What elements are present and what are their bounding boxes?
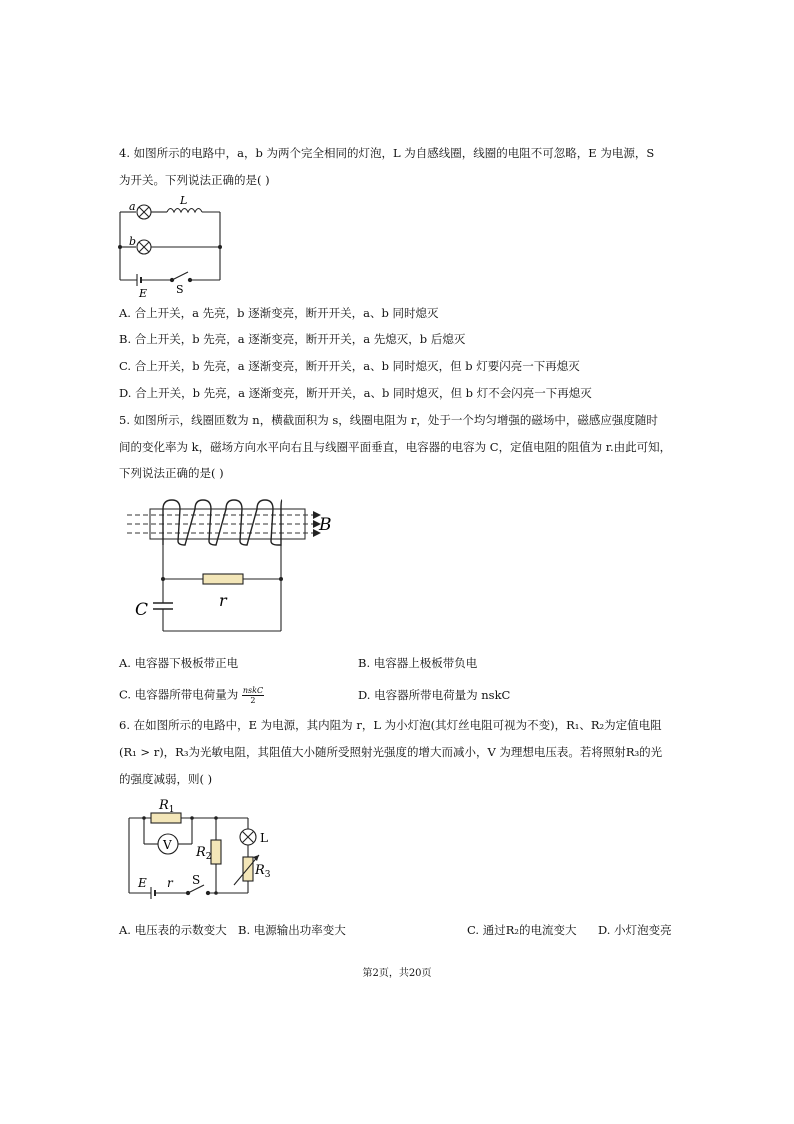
q4-label-S: S [176, 283, 184, 296]
q6-stem-line2: (R₁ > r)，R₃为光敏电阻，其阻值大小随所受照射光强度的增大而减小，V 为理想电压表。若将照射R₃的光 [119, 745, 663, 759]
q4-option-d: D. 合上开关，b 先亮，a 逐渐变亮，断开开关，a、b 同时熄灭，但 b 灯不会闪亮一下再熄灭 [119, 386, 592, 400]
q5-option-c [119, 686, 264, 705]
svg-text:R3 [254, 863, 271, 880]
q6-option-a: A. 电压表的示数变大 [119, 923, 227, 937]
q6-label-S: S [192, 873, 201, 887]
q6-stem-line3: 的强度减弱，则( ) [119, 772, 213, 786]
q6-label-R3-sub: 3 [264, 870, 271, 880]
q5-stem-line1: 5. 如图所示，线圈匝数为 n，横截面积为 s，线圈电阻为 r，处于一个均匀增强的磁场中，磁感应强度随时 [119, 413, 658, 427]
q5-stem-line3: 下列说法正确的是( ) [119, 466, 224, 480]
q6-label-R3: R [255, 863, 265, 878]
q4-option-c: C. 合上开关，b 先亮，a 逐渐变亮，断开开关，a、b 同时熄灭，但 b 灯要闪亮一下再熄灭 [119, 359, 580, 373]
q6-label-L: L [260, 831, 268, 845]
q5-option-a: A. 电容器下极板带正电 [119, 656, 239, 670]
page-footer: 第2页，共20页 [362, 968, 432, 979]
q6-label-E: E [138, 876, 147, 890]
q6-label-V: V [163, 838, 172, 852]
q5-option-c-fraction [242, 686, 264, 705]
q5-label-B: B [319, 515, 332, 535]
q4-label-L: L [180, 194, 188, 207]
q5-label-r: r [219, 591, 227, 610]
q6-label-R1: R [159, 798, 169, 813]
q6-circuit-figure [124, 795, 284, 905]
q4-circuit-figure [115, 194, 227, 300]
q6-stem-line1: 6. 在如图所示的电路中，E 为电源，其内阻为 r，L 为小灯泡(其灯丝电阻可视为不变)，R₁、R₂为定值电阻 [119, 718, 662, 732]
q4-option-a: A. 合上开关，a 先亮，b 逐渐变亮，断开开关，a、b 同时熄灭 [119, 306, 439, 320]
q5-label-C: C [135, 600, 149, 620]
q6-label-r: r [167, 876, 173, 890]
q5-coil-circuit-figure [125, 495, 345, 640]
q4-label-b: b [129, 235, 137, 248]
q6-option-b: B. 电源输出功率变大 [238, 923, 346, 937]
q4-option-b: B. 合上开关，b 先亮，a 逐渐变亮，断开开关，a 先熄灭，b 后熄灭 [119, 332, 466, 346]
q5-stem-line2: 间的变化率为 k，磁场方向水平向右且与线圈平面垂直，电容器的电容为 C，定值电阻的阻值为 r.由此可知， [119, 440, 672, 454]
q5-option-d: D. 电容器所带电荷量为 nskC [358, 688, 511, 702]
q4-stem-line1: 4. 如图所示的电路中，a，b 为两个完全相同的灯泡，L 为自感线圈，线圈的电阻不可忽略，E 为电源，S [119, 146, 655, 160]
q4-label-a: a [129, 200, 136, 213]
q6-label-R1-sub: 1 [168, 805, 175, 815]
q5-option-c-text: C. 电容器所带电荷量为 [119, 687, 239, 702]
svg-text:R2 [195, 845, 212, 862]
q5-option-b: B. 电容器上极板带负电 [358, 656, 478, 670]
q6-label-R2: R [196, 845, 206, 860]
q4-label-E: E [139, 287, 148, 300]
q6-option-d: D. 小灯泡变亮 [598, 923, 672, 937]
q6-label-R2-sub: 2 [205, 852, 212, 862]
q5-option-c-denominator: 2 [250, 696, 256, 705]
q4-stem-line2: 为开关。下列说法正确的是( ) [119, 173, 270, 187]
q5-option-c-numerator: nskC [242, 686, 264, 695]
q6-option-c: C. 通过R₂的电流变大 [467, 923, 577, 937]
svg-text:R1 [158, 798, 175, 815]
